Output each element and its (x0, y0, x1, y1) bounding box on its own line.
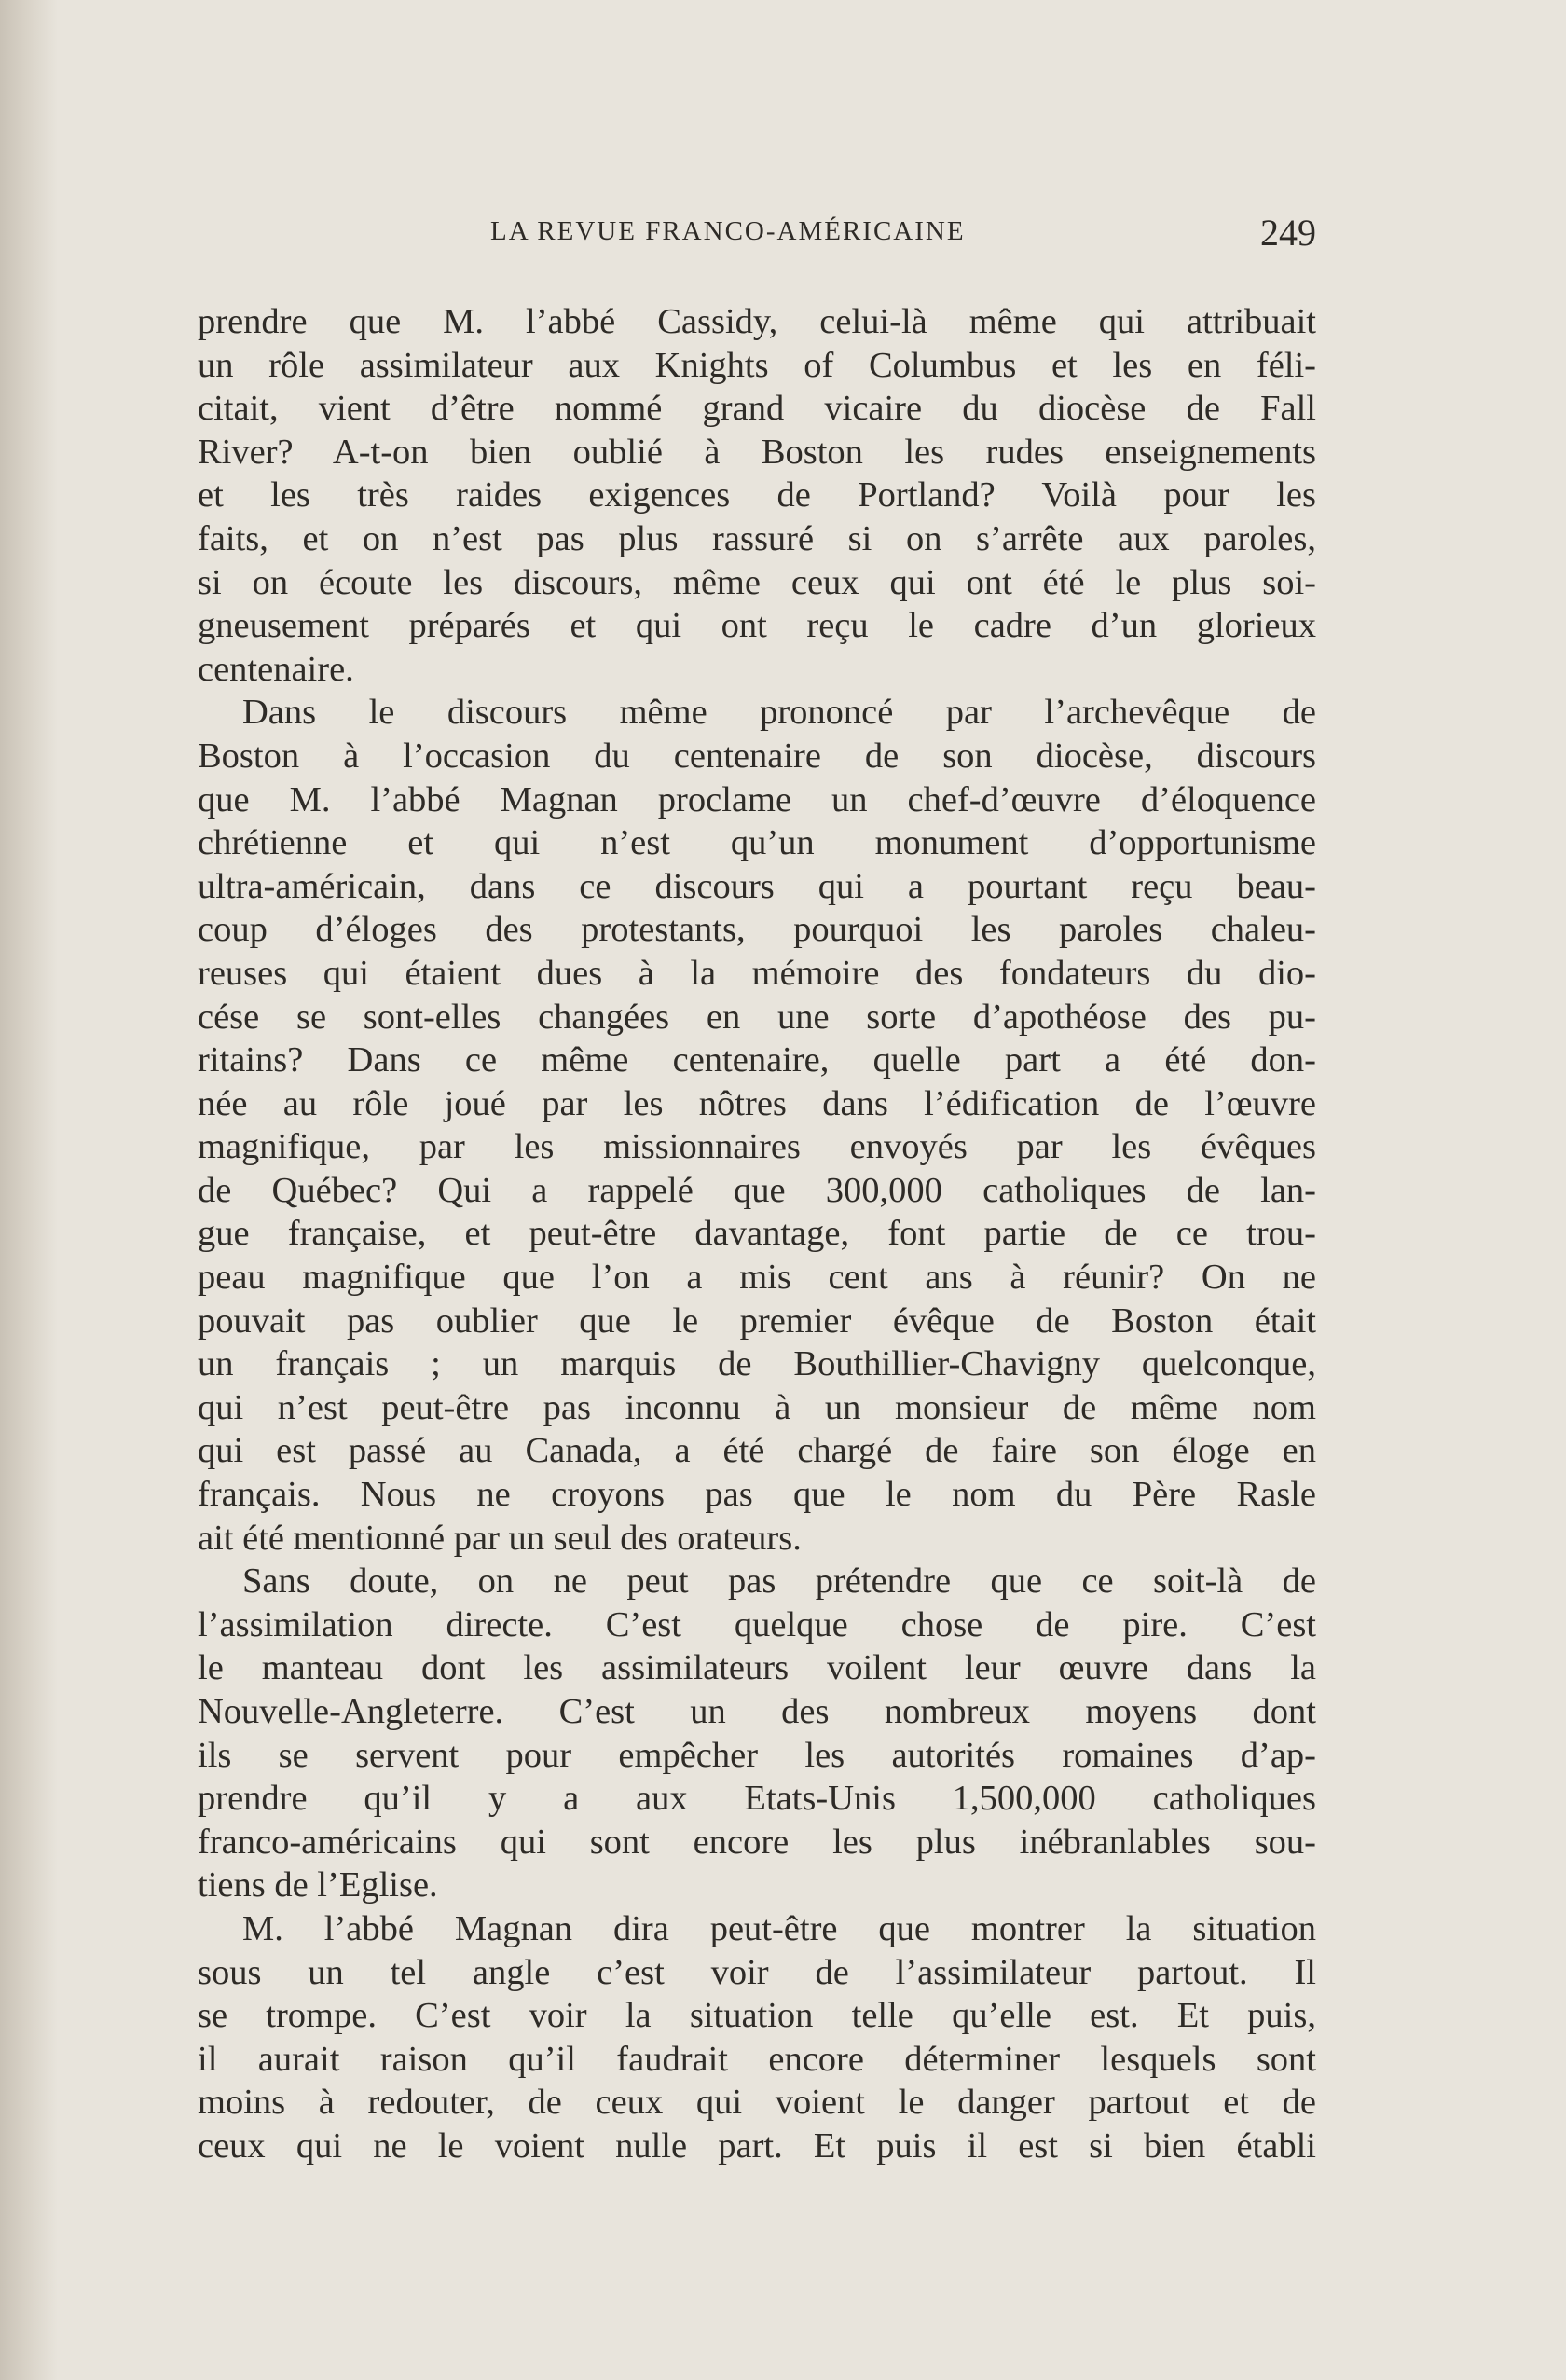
text-line: français. Nous ne croyons pas que le nom du Père Rasle (198, 1475, 1316, 1515)
text-line: faits, et on n’est pas plus rassuré si on s’arrête aux paroles, (198, 518, 1316, 558)
text-line: née au rôle joué par les nôtres dans l’édification de l’œuvre (198, 1083, 1316, 1123)
text-line: sous un tel angle c’est voir de l’assimilateur partout. Il (198, 1952, 1316, 1992)
page-gutter-shadow (0, 0, 58, 2380)
text-line: peau magnifique que l’on a mis cent ans à réunir? On ne (198, 1258, 1316, 1298)
text-line: citait, vient d’être nommé grand vicaire du diocèse de Fall (198, 389, 1316, 429)
text-line: ritains? Dans ce même centenaire, quelle part a été don- (198, 1040, 1316, 1080)
text-line: de Québec? Qui a rappelé que 300,000 catholiques de lan- (198, 1170, 1316, 1210)
text-line: cése se sont-elles changées en une sorte d’apothéose des pu- (198, 997, 1316, 1037)
text-line: Nouvelle-Angleterre. C’est un des nombreux moyens dont (198, 1692, 1316, 1731)
text-line: il aurait raison qu’il faudrait encore déterminer lesquels sont (198, 2039, 1316, 2079)
text-line: Dans le discours même prononcé par l’archevêque de (242, 693, 1316, 733)
page-number: 249 (1260, 212, 1316, 254)
text-line: se trompe. C’est voir la situation telle qu’elle est. Et puis, (198, 1996, 1316, 2036)
text-line: que M. l’abbé Magnan proclame un chef-d’œuvre d’éloquence (198, 779, 1316, 819)
text-line: coup d’éloges des protestants, pourquoi les paroles chaleu- (198, 910, 1316, 950)
text-line: ceux qui ne le voient nulle part. Et puis il est si bien établi (198, 2125, 1316, 2166)
paragraph (198, 300, 1316, 691)
text-line: River? A-t-on bien oublié à Boston les rudes enseignements (198, 432, 1316, 472)
text-line: qui n’est peut-être pas inconnu à un monsieur de même nom (198, 1387, 1316, 1427)
paragraph (198, 691, 1316, 1560)
text-line: et les très raides exigences de Portland? Voilà pour les (198, 475, 1316, 516)
page-header (198, 212, 1316, 272)
text-line: chrétienne et qui n’est qu’un monument d’opportunisme (198, 823, 1316, 863)
text-line: pouvait pas oublier que le premier évêque de Boston était (198, 1300, 1316, 1341)
text-line: magnifique, par les missionnaires envoyés par les évêques (198, 1127, 1316, 1167)
text-line: M. l’abbé Magnan dira peut-être que montrer la situation (242, 1908, 1316, 1948)
text-line: un français ; un marquis de Bouthillier-Chavigny quelconque, (198, 1344, 1316, 1384)
text-line: moins à redouter, de ceux qui voient le danger partout et de (198, 2083, 1316, 2123)
text-line: reuses qui étaient dues à la mémoire des fondateurs du dio- (198, 953, 1316, 993)
text-line: gneusement préparés et qui ont reçu le cadre d’un glorieux (198, 606, 1316, 646)
text-line: qui est passé au Canada, a été chargé de faire son éloge en (198, 1431, 1316, 1471)
text-line: Boston à l’occasion du centenaire de son diocèse, discours (198, 736, 1316, 776)
text-line: franco-américains qui sont encore les plus inébranlables sou- (198, 1822, 1316, 1862)
running-title: LA REVUE FRANCO-AMÉRICAINE (490, 216, 966, 246)
text-line: tiens de l’Eglise. (198, 1865, 438, 1905)
text-line: ultra-américain, dans ce discours qui a pourtant reçu beau- (198, 866, 1316, 906)
text-line: prendre qu’il y a aux Etats-Unis 1,500,000 catholiques (198, 1779, 1316, 1819)
text-line: un rôle assimilateur aux Knights of Columbus et les en féli- (198, 345, 1316, 385)
text-line: l’assimilation directe. C’est quelque chose de pire. C’est (198, 1604, 1316, 1644)
body-text (198, 300, 1316, 2168)
paragraph (198, 1560, 1316, 1907)
text-line: Sans doute, on ne peut pas prétendre que ce soit-là de (242, 1561, 1316, 1602)
text-line: gue française, et peut-être davantage, font partie de ce trou- (198, 1214, 1316, 1254)
text-line: le manteau dont les assimilateurs voilent leur œuvre dans la (198, 1648, 1316, 1688)
text-line: ils se servent pour empêcher les autorités romaines d’ap- (198, 1735, 1316, 1775)
text-line: prendre que M. l’abbé Cassidy, celui-là même qui attribuait (198, 302, 1316, 341)
text-line: ait été mentionné par un seul des orateurs. (198, 1518, 802, 1558)
paragraph (198, 1907, 1316, 2168)
text-line: si on écoute les discours, même ceux qui ont été le plus soi- (198, 562, 1316, 602)
text-line: centenaire. (198, 649, 354, 689)
